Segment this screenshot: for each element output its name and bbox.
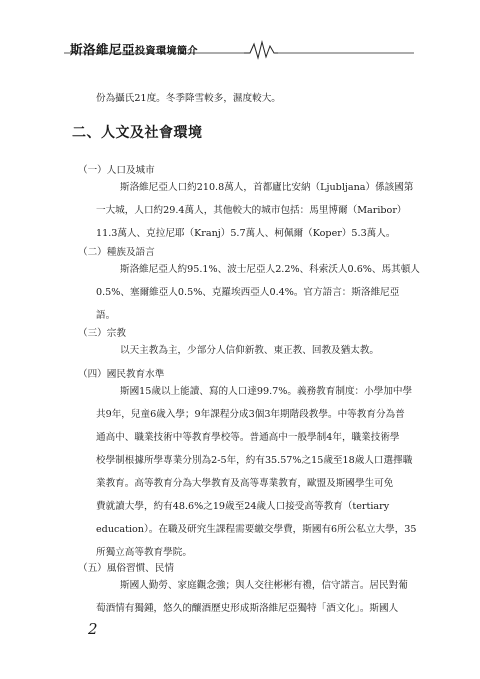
subsection-4-body (96, 380, 422, 564)
intro-line: 份為攝氏21度。冬季降雪較多，濕度較大。 (96, 93, 281, 104)
subsection-1-label: （一）人口及城市 (78, 165, 155, 176)
paragraph-line: 斯洛維尼亞人口約210.8萬人，首都廬比安納（Ljubljana）係該國第 (120, 182, 414, 193)
paragraph-line: 共9年，兒童6歲入學；9年課程分成3個3年期階段教學。中等教育分為普 (96, 409, 405, 420)
subsection-3-body (96, 339, 422, 362)
subsection-2-body (96, 258, 422, 327)
paragraph-line: 業教育。高等教育分為大學教育及高等專業教育，歐盟及斯國學生可免 (96, 478, 394, 489)
header-title-main: 斯洛維尼亞 (70, 42, 136, 57)
subsection-1-body (96, 176, 422, 245)
paragraph-line: 費就讀大學，約有48.6%之19歲至24歲人口接受高等教育（tertiary (96, 501, 390, 512)
paragraph-line: 0.5%、塞爾維亞人0.5%、克羅埃西亞人0.4%。官方語言：斯洛維尼亞 (96, 287, 400, 298)
paragraph-line: 斯洛維尼亞人約95.1%、波士尼亞人2.2%、科索沃人0.6%、馬其頓人 (120, 264, 420, 275)
subsection-4-label: （四）國民教育水準 (78, 369, 165, 380)
subsection-5-body (96, 574, 422, 620)
paragraph-line: 萄酒情有獨鍾，悠久的釀酒歷史形成斯洛維尼亞獨特「酒文化」。斯國人 (96, 603, 399, 614)
running-header (64, 38, 424, 60)
paragraph-line: 校學制根據所學專業分別為2-5年，約有35.57%之15歲至18歲人口選擇職 (96, 455, 413, 466)
paragraph-line: 11.3萬人、克拉尼耶（Kranj）5.7萬人、柯佩爾（Koper）5.3萬人。 (96, 228, 396, 239)
subsection-5-label: （五）風俗習慣、民情 (78, 563, 174, 574)
subsection-2-label: （二）種族及語言 (78, 247, 155, 258)
header-title (70, 40, 198, 58)
paragraph-line: 語。 (96, 310, 116, 321)
paragraph-line: 一大城，人口約29.4萬人，其他較大的城市包括：馬里博爾（Maribor） (96, 205, 407, 216)
paragraph-line: 以天主教為主，少部分人信仰新教、東正教、回教及猶太教。 (120, 345, 380, 356)
subsection-3-label: （三）宗教 (78, 328, 126, 339)
paragraph-line: education）。在職及研究生課程需要繳交學費，斯國有6所公私立大學，35 (96, 524, 417, 535)
paragraph-line: 斯國15歲以上能讀、寫的人口達99.7%。義務教育制度：小學加中學 (120, 386, 413, 397)
header-title-sub: 投資環境簡介 (135, 46, 199, 57)
paragraph-line: 斯國人勤勞、家庭觀念強；與人交往彬彬有禮，信守諾言。居民對葡 (120, 580, 408, 591)
section-heading: 二、人文及社會環境 (72, 125, 203, 141)
paragraph-line: 所獨立高等教育學院。 (96, 547, 192, 558)
paragraph-line: 通高中、職業技術中等教育學校等。普通高中一般學制4年，職業技術學 (96, 432, 400, 443)
page-number: 2 (88, 620, 98, 638)
